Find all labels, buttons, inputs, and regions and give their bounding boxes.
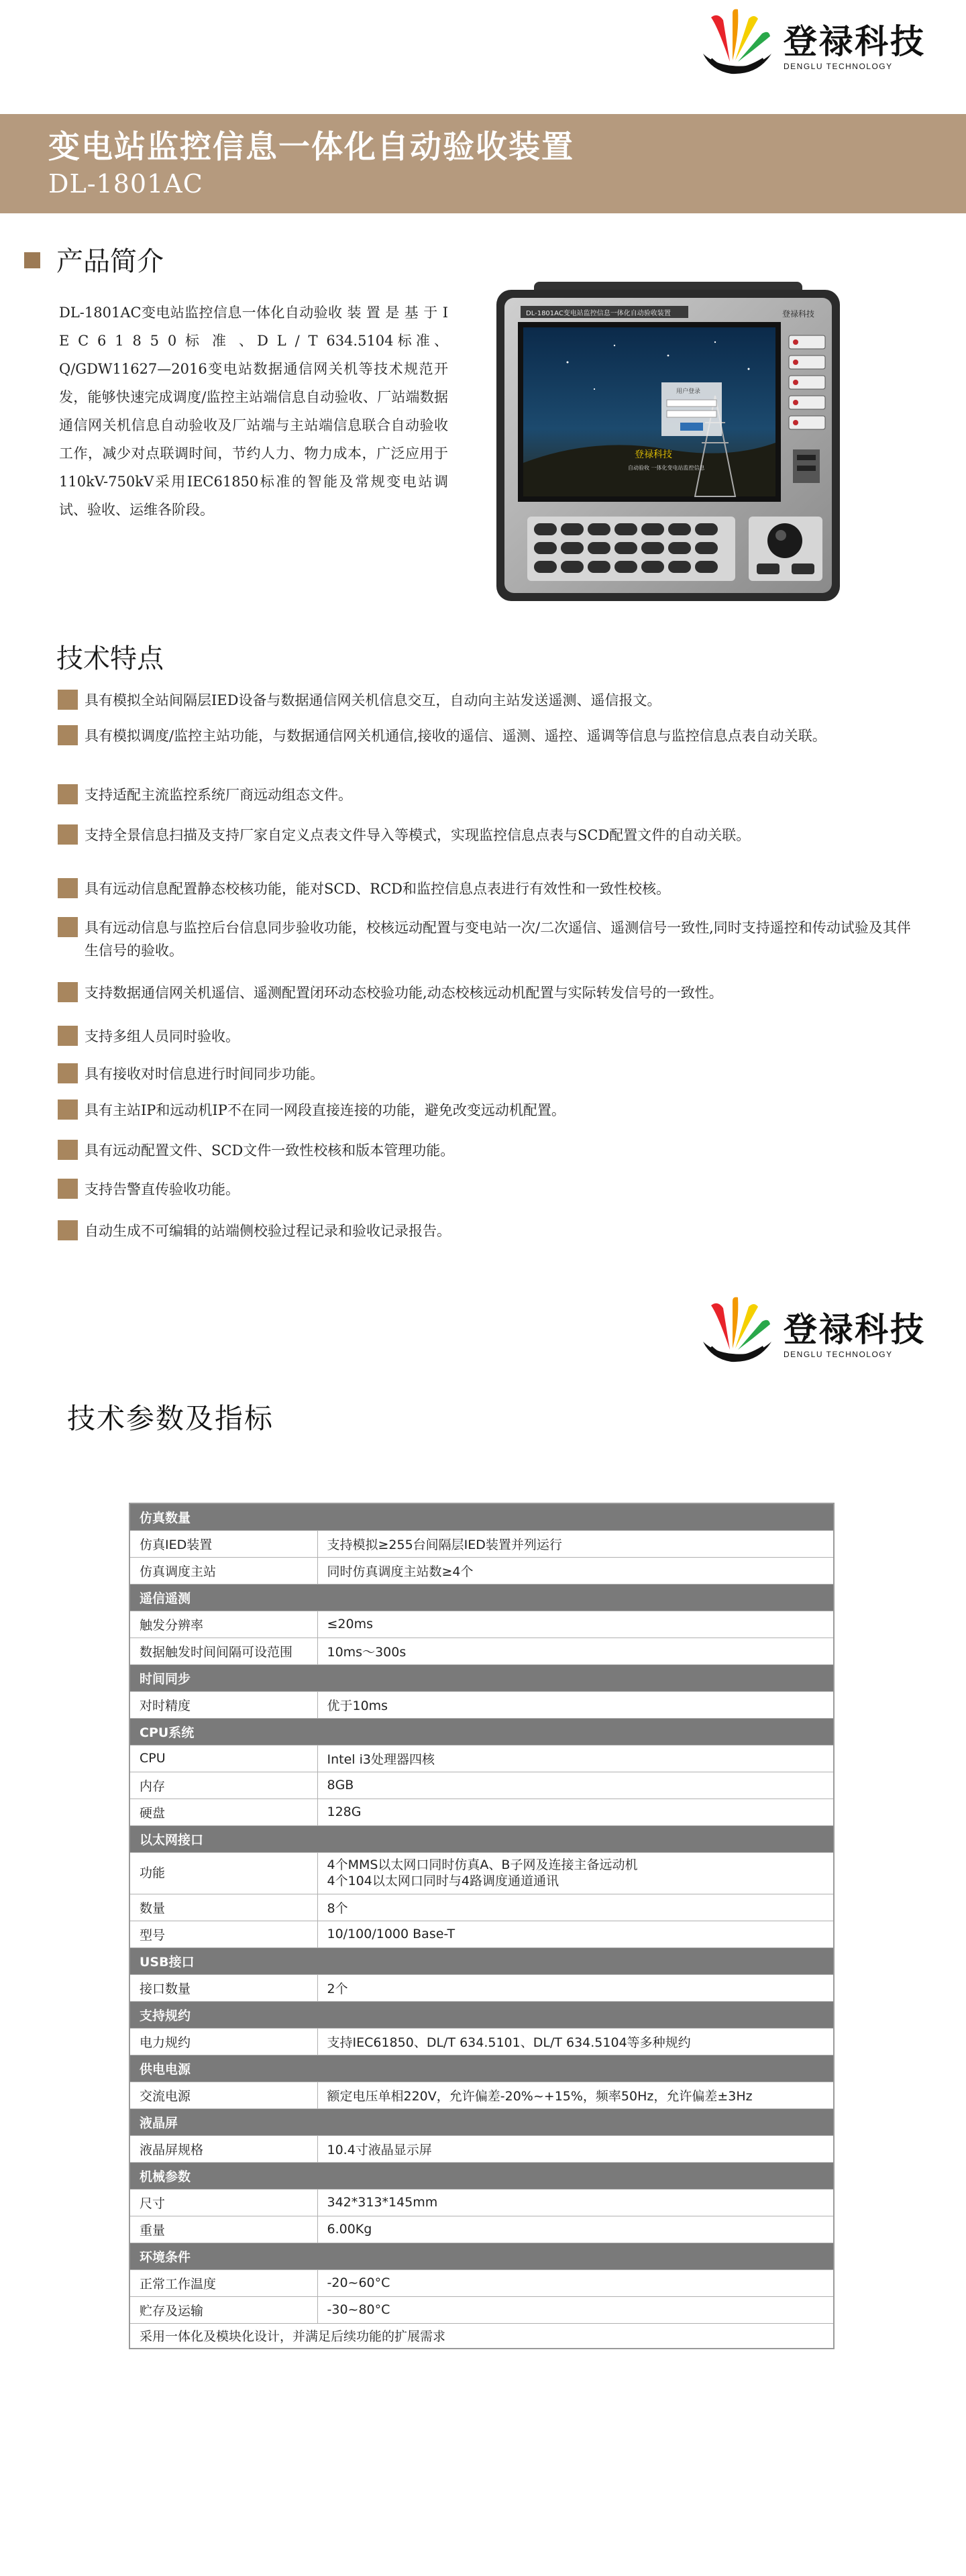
specs-label: 型号	[129, 1921, 317, 1947]
specs-table	[129, 1503, 835, 2349]
feature-item	[58, 689, 923, 712]
feature-bullet	[58, 824, 78, 845]
specs-value: 同时仿真调度主站数≥4个	[317, 1557, 834, 1584]
specs-group-row	[129, 2108, 834, 2135]
specs-label: 接口数量	[129, 1974, 317, 2001]
specs-row	[129, 1557, 834, 1584]
specs-label: 交流电源	[129, 2082, 317, 2108]
specs-value: 10ms～300s	[317, 1638, 834, 1664]
specs-label: 触发分辨率	[129, 1611, 317, 1638]
specs-value: ≤20ms	[317, 1611, 834, 1638]
specs-row	[129, 1799, 834, 1825]
feature-bullet	[58, 690, 78, 710]
intro-heading-marker	[24, 252, 40, 268]
intro-heading: 产品简介	[56, 246, 164, 277]
device-login-label: 用户登录	[676, 388, 701, 395]
specs-heading: 技术参数及指标	[67, 1402, 274, 1435]
specs-row	[129, 1530, 834, 1557]
specs-row	[129, 1894, 834, 1921]
feature-text: 具有远动信息与监控后台信息同步验收功能，校核远动配置与变电站一次/二次遥信、遥测信号一致性,同时支持遥控和传动试验及其伴生信号的验收。	[85, 920, 911, 959]
feature-text: 具有接收对时信息进行时间同步功能。	[85, 1066, 324, 1082]
specs-row	[129, 1611, 834, 1638]
specs-label: 仿真IED装置	[129, 1530, 317, 1557]
specs-value: 6.00Kg	[317, 2216, 834, 2243]
specs-value: 额定电压单相220V，允许偏差-20%~+15%，频率50Hz，允许偏差±3Hz	[317, 2082, 834, 2108]
feature-bullet	[58, 982, 78, 1002]
feature-bullet	[58, 917, 78, 937]
feature-text: 支持多组人员同时验收。	[85, 1028, 239, 1044]
specs-value: 10/100/1000 Base-T	[317, 1921, 834, 1947]
specs-value: 支持模拟≥255台间隔层IED装置并列运行	[317, 1530, 834, 1557]
feature-item	[58, 1063, 923, 1085]
specs-group-row	[129, 1584, 834, 1611]
brand-name-cn: 登禄科技	[784, 1310, 926, 1349]
specs-group-title: CPU系统	[129, 1718, 834, 1745]
specs-row	[129, 2216, 834, 2243]
brand-logo-icon	[691, 1295, 778, 1375]
product-title: 变电站监控信息一体化自动验收装置	[48, 129, 574, 166]
specs-value: 支持IEC61850、DL/T 634.5101、DL/T 634.5104等多种规约	[317, 2028, 834, 2055]
feature-text: 支持全景信息扫描及支持厂家自定义点表文件导入等模式，实现监控信息点表与SCD配置文件的自动关联。	[85, 827, 751, 843]
specs-label: 正常工作温度	[129, 2269, 317, 2296]
feature-item	[58, 1099, 923, 1122]
brand-name-en: DENGLU TECHNOLOGY	[784, 62, 893, 71]
specs-group-row	[129, 1503, 834, 1530]
specs-row	[129, 2269, 834, 2296]
specs-group-title: 遥信遥测	[129, 1584, 834, 1611]
specs-group-row	[129, 2243, 834, 2269]
specs-value: 8个	[317, 1894, 834, 1921]
specs-row	[129, 1691, 834, 1718]
specs-group-row	[129, 2001, 834, 2028]
feature-item	[58, 1025, 923, 1048]
specs-label: CPU	[129, 1745, 317, 1772]
feature-text: 具有模拟调度/监控主站功能，与数据通信网关机通信,接收的遥信、遥测、遥控、遥调等信息与监控信息点表自动关联。	[85, 728, 826, 744]
specs-group-row	[129, 1825, 834, 1852]
device-brand-text: 登禄科技	[782, 309, 815, 319]
feature-bullet	[58, 784, 78, 804]
specs-label: 贮存及运输	[129, 2296, 317, 2323]
feature-text: 具有远动信息配置静态校核功能，能对SCD、RCD和监控信息点表进行有效性和一致性校核。	[85, 881, 671, 897]
product-model: DL-1801AC	[48, 169, 203, 199]
specs-footnote: 采用一体化及模块化设计，并满足后续功能的扩展需求	[129, 2323, 834, 2349]
feature-item	[58, 916, 923, 962]
specs-group-title: 以太网接口	[129, 1825, 834, 1852]
feature-item	[58, 981, 923, 1004]
specs-group-row	[129, 2162, 834, 2189]
feature-item	[58, 1178, 923, 1201]
specs-group-row	[129, 1718, 834, 1745]
device-photo	[494, 282, 843, 604]
feature-text: 具有远动配置文件、SCD文件一致性校核和版本管理功能。	[85, 1142, 455, 1159]
specs-group-title: 支持规约	[129, 2001, 834, 2028]
specs-value: 2个	[317, 1974, 834, 2001]
device-screen-tagline: 自动验收 一体化变电站监控信息	[628, 465, 705, 471]
specs-group-title: 时间同步	[129, 1664, 834, 1691]
specs-row	[129, 1638, 834, 1664]
specs-group-title: 仿真数量	[129, 1503, 834, 1530]
specs-value: 342*313*145mm	[317, 2189, 834, 2216]
feature-item	[58, 1220, 923, 1242]
feature-item	[58, 784, 923, 806]
features-heading: 技术特点	[56, 643, 164, 674]
specs-label: 对时精度	[129, 1691, 317, 1718]
specs-row	[129, 1921, 834, 1947]
specs-group-row	[129, 1664, 834, 1691]
specs-label: 硬盘	[129, 1799, 317, 1825]
specs-row	[129, 2296, 834, 2323]
feature-text: 支持数据通信网关机遥信、遥测配置闭环动态校验功能,动态校核远动机配置与实际转发信号的一致性。	[85, 985, 723, 1001]
feature-item	[58, 724, 923, 747]
specs-row	[129, 1974, 834, 2001]
specs-group-title: USB接口	[129, 1947, 834, 1974]
specs-value: 4个MMS以太网口同时仿真A、B子网及连接主备远动机 4个104以太网口同时与4路调度通道通讯	[317, 1852, 834, 1894]
brand-name-en: DENGLU TECHNOLOGY	[784, 1350, 893, 1359]
specs-row	[129, 2189, 834, 2216]
specs-footnote-row	[129, 2323, 834, 2349]
specs-label: 电力规约	[129, 2028, 317, 2055]
device-screen-brand: 登禄科技	[635, 449, 672, 460]
specs-value: -30~80°C	[317, 2296, 834, 2323]
specs-group-row	[129, 2055, 834, 2082]
specs-value: Intel i3处理器四核	[317, 1745, 834, 1772]
feature-bullet	[58, 878, 78, 898]
specs-label: 液晶屏规格	[129, 2135, 317, 2162]
specs-group-title: 供电电源	[129, 2055, 834, 2082]
specs-label: 功能	[129, 1852, 317, 1894]
feature-bullet	[58, 1063, 78, 1083]
specs-label: 数量	[129, 1894, 317, 1921]
brand-name-cn: 登禄科技	[784, 22, 926, 61]
feature-bullet	[58, 725, 78, 745]
specs-value: -20~60°C	[317, 2269, 834, 2296]
specs-label: 数据触发时间间隔可设范围	[129, 1638, 317, 1664]
feature-bullet	[58, 1179, 78, 1199]
feature-bullet	[58, 1099, 78, 1120]
specs-label: 尺寸	[129, 2189, 317, 2216]
feature-bullet	[58, 1140, 78, 1160]
feature-bullet	[58, 1220, 78, 1240]
specs-row	[129, 1852, 834, 1894]
specs-row	[129, 2135, 834, 2162]
specs-value: 优于10ms	[317, 1691, 834, 1718]
specs-row	[129, 2028, 834, 2055]
specs-group-row	[129, 1947, 834, 1974]
feature-text: 支持告警直传验收功能。	[85, 1181, 239, 1197]
feature-text: 支持适配主流监控系统厂商远动组态文件。	[85, 787, 352, 803]
specs-label: 内存	[129, 1772, 317, 1799]
device-header-text: DL-1801AC变电站监控信息一体化自动验收装置	[526, 310, 671, 317]
brand-logo-middle	[691, 1295, 926, 1375]
specs-group-title: 液晶屏	[129, 2108, 834, 2135]
intro-paragraph: DL-1801AC变电站监控信息一体化自动验收 装 置 是 基 于 I E C 6 1 8 5 0 标 准 、D L / T 634.5104标准、Q/GDW11627—2016变电站数据通信网关机等技术规范开发，能够快速完成调度/监控主站端信息自动验收、厂站端数据通信网关机信息自动验收及厂站端与主站端信息联合自动验收工作，减少对点联调时间，节约人力、物力成本，广泛应用于110kV-750kV采用IEC61850标准的智能及常规变电站调试、验收、运维各阶段。	[59, 305, 448, 518]
specs-value: 10.4寸液晶显示屏	[317, 2135, 834, 2162]
specs-row	[129, 1745, 834, 1772]
feature-bullet	[58, 1026, 78, 1046]
brand-logo-icon	[691, 7, 778, 87]
brand-logo-top	[691, 7, 926, 87]
title-banner	[0, 114, 966, 213]
specs-value: 8GB	[317, 1772, 834, 1799]
feature-text: 具有模拟全站间隔层IED设备与数据通信网关机信息交互，自动向主站发送遥测、遥信报文。	[85, 692, 661, 708]
feature-text: 具有主站IP和远动机IP不在同一网段直接连接的功能，避免改变远动机配置。	[85, 1102, 566, 1118]
specs-row	[129, 2082, 834, 2108]
specs-row	[129, 1772, 834, 1799]
feature-item	[58, 877, 923, 900]
specs-group-title: 环境条件	[129, 2243, 834, 2269]
feature-item	[58, 1139, 923, 1162]
specs-label: 仿真调度主站	[129, 1557, 317, 1584]
specs-label: 重量	[129, 2216, 317, 2243]
feature-text: 自动生成不可编辑的站端侧校验过程记录和验收记录报告。	[85, 1223, 451, 1239]
specs-value: 128G	[317, 1799, 834, 1825]
specs-group-title: 机械参数	[129, 2162, 834, 2189]
feature-item	[58, 824, 923, 847]
